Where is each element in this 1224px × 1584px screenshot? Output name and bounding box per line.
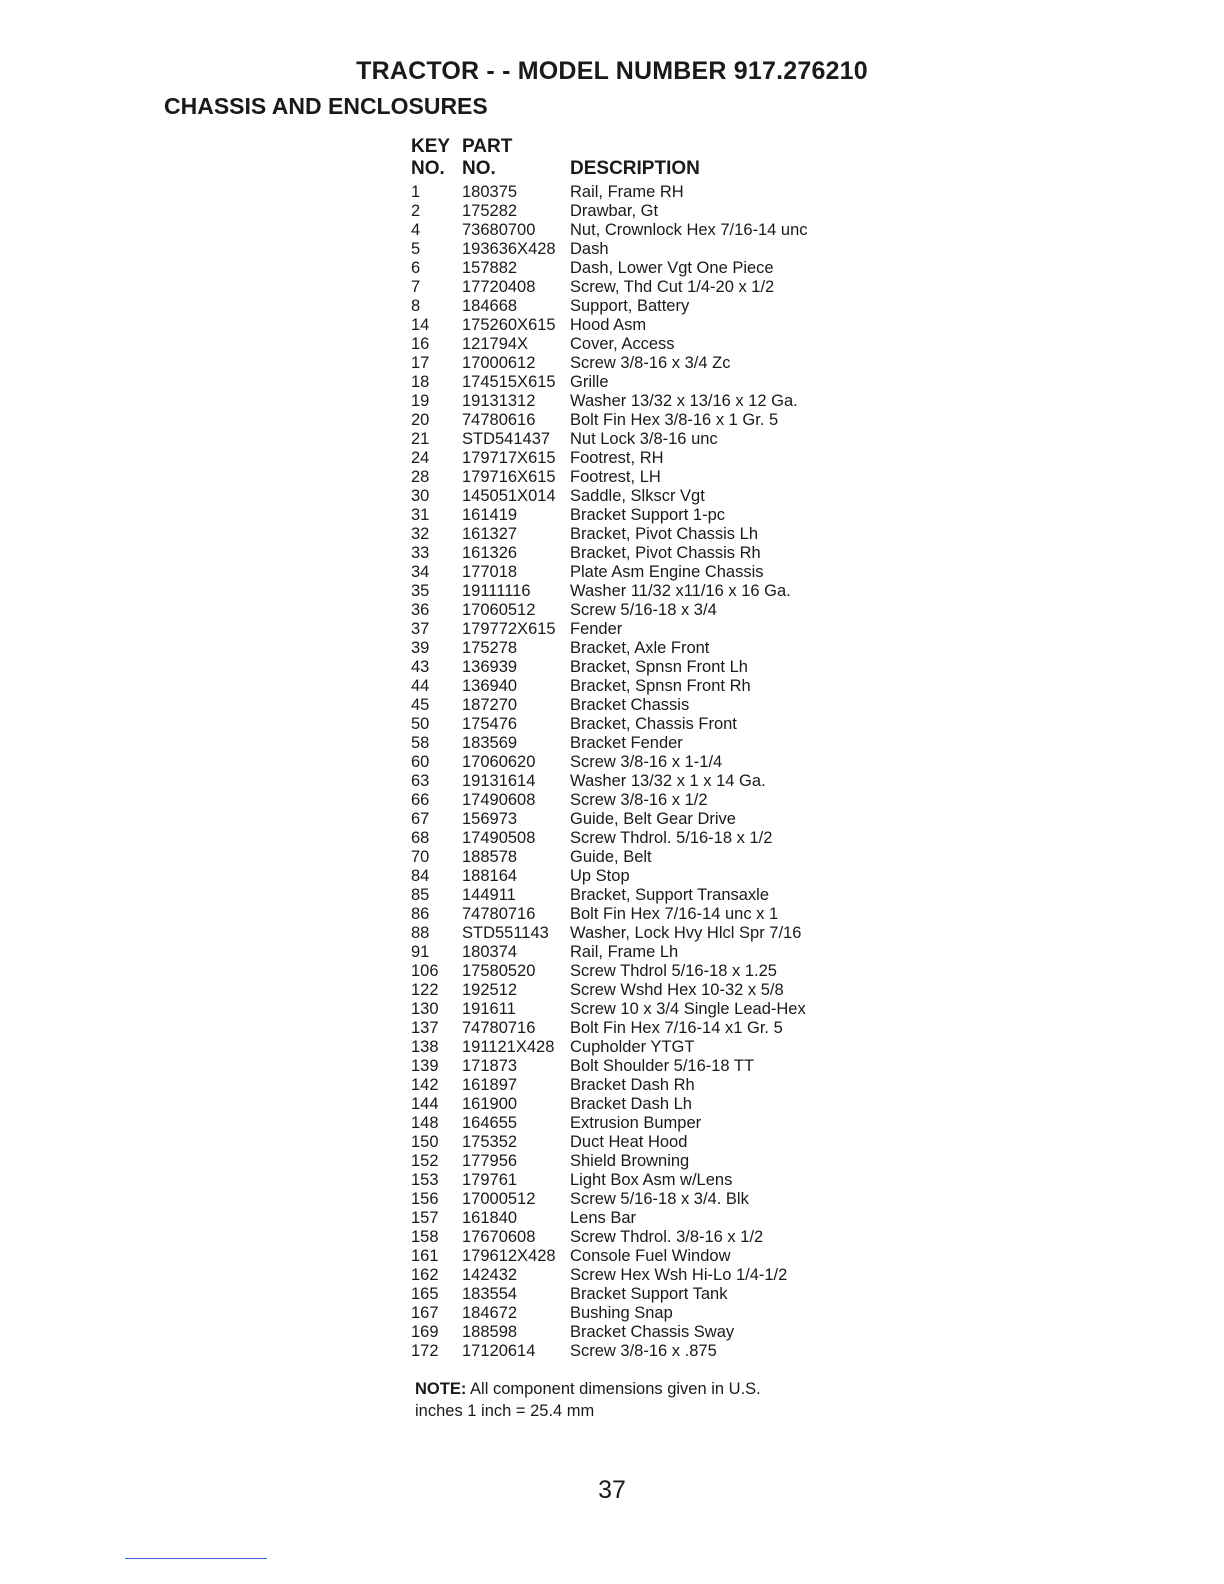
parts-row — [411, 354, 808, 373]
part-number: 144911 — [462, 886, 516, 904]
key-number: 43 — [411, 658, 430, 676]
part-number: 17490608 — [462, 791, 536, 809]
parts-row — [411, 658, 808, 677]
key-number: 66 — [411, 791, 430, 809]
part-number: 175352 — [462, 1133, 518, 1151]
part-number: 179761 — [462, 1171, 518, 1189]
part-number: 191611 — [462, 1000, 516, 1018]
parts-row — [411, 867, 808, 886]
part-description: Bolt Shoulder 5/16-18 TT — [570, 1057, 755, 1075]
key-number: 153 — [411, 1171, 439, 1189]
key-number: 18 — [411, 373, 430, 391]
key-number: 16 — [411, 335, 430, 353]
section-title: CHASSIS AND ENCLOSURES — [164, 93, 488, 119]
part-number: 17000612 — [462, 354, 536, 372]
part-description: Washer 13/32 x 13/16 x 12 Ga. — [570, 392, 798, 410]
part-number: 161897 — [462, 1076, 518, 1094]
part-description: Screw Wshd Hex 10-32 x 5/8 — [570, 981, 784, 999]
part-description: Bolt Fin Hex 7/16-14 unc x 1 — [570, 905, 779, 923]
parts-row — [411, 1076, 808, 1095]
part-description: Bracket, Pivot Chassis Rh — [570, 544, 761, 562]
parts-row — [411, 373, 808, 392]
part-number: 187270 — [462, 696, 518, 714]
part-description: Drawbar, Gt — [570, 202, 659, 220]
part-description: Washer, Lock Hvy Hlcl Spr 7/16 — [570, 924, 802, 942]
part-description: Screw Thdrol. 5/16-18 x 1/2 — [570, 829, 773, 847]
part-description: Shield Browning — [570, 1152, 690, 1170]
part-description: Screw, Thd Cut 1/4-20 x 1/2 — [570, 278, 775, 296]
key-number: 85 — [411, 886, 430, 904]
key-number: 1 — [411, 183, 421, 201]
page-title: TRACTOR - - MODEL NUMBER 917.276210 — [356, 57, 868, 85]
key-number: 33 — [411, 544, 430, 562]
key-number: 139 — [411, 1057, 439, 1075]
key-number: 4 — [411, 221, 421, 239]
part-description: Bolt Fin Hex 7/16-14 x1 Gr. 5 — [570, 1019, 783, 1037]
parts-row — [411, 544, 808, 563]
key-number: 130 — [411, 1000, 439, 1018]
parts-row — [411, 1342, 808, 1361]
parts-row — [411, 639, 808, 658]
key-number: 142 — [411, 1076, 439, 1094]
parts-row — [411, 411, 808, 430]
key-number: 144 — [411, 1095, 439, 1113]
part-number: 19131312 — [462, 392, 536, 410]
part-number: 184668 — [462, 297, 518, 315]
key-number: 148 — [411, 1114, 439, 1132]
note-line-1: All component dimensions given in U.S. — [470, 1380, 761, 1398]
parts-row — [411, 430, 808, 449]
parts-row — [411, 791, 808, 810]
part-number: 157882 — [462, 259, 518, 277]
parts-row — [411, 810, 808, 829]
parts-row — [411, 183, 808, 202]
parts-rows — [411, 183, 808, 1361]
part-description: Screw 3/8-16 x .875 — [570, 1342, 717, 1360]
key-number: 44 — [411, 677, 430, 695]
key-number: 91 — [411, 943, 430, 961]
key-number: 137 — [411, 1019, 439, 1037]
part-number: 164655 — [462, 1114, 518, 1132]
key-number: 31 — [411, 506, 430, 524]
parts-row — [411, 886, 808, 905]
part-number: 161419 — [462, 506, 518, 524]
key-number: 161 — [411, 1247, 439, 1265]
part-number: 175476 — [462, 715, 518, 733]
part-description: Bracket Support Tank — [570, 1285, 728, 1303]
key-number: 156 — [411, 1190, 439, 1208]
parts-row — [411, 240, 808, 259]
key-number: 32 — [411, 525, 430, 543]
key-number: 35 — [411, 582, 430, 600]
note-line-2: inches 1 inch = 25.4 mm — [415, 1402, 595, 1420]
key-number: 24 — [411, 449, 430, 467]
part-number: 179612X428 — [462, 1247, 556, 1265]
key-number: 70 — [411, 848, 430, 866]
part-description: Dash — [570, 240, 609, 258]
key-number: 7 — [411, 278, 421, 296]
parts-row — [411, 563, 808, 582]
key-number: 150 — [411, 1133, 439, 1151]
part-description: Screw Thdrol 5/16-18 x 1.25 — [570, 962, 777, 980]
part-description: Lens Bar — [570, 1209, 637, 1227]
part-number: 19131614 — [462, 772, 536, 790]
parts-row — [411, 601, 808, 620]
part-number: 17720408 — [462, 278, 536, 296]
key-number: 2 — [411, 202, 421, 220]
part-description: Fender — [570, 620, 623, 638]
part-number: 161900 — [462, 1095, 518, 1113]
parts-row — [411, 734, 808, 753]
part-description: Grille — [570, 373, 609, 391]
part-description: Washer 11/32 x11/16 x 16 Ga. — [570, 582, 791, 600]
part-description: Rail, Frame Lh — [570, 943, 679, 961]
part-column-header-no: NO. — [462, 158, 496, 179]
part-description: Guide, Belt — [570, 848, 652, 866]
parts-row — [411, 1038, 808, 1057]
part-description: Washer 13/32 x 1 x 14 Ga. — [570, 772, 766, 790]
key-number: 152 — [411, 1152, 439, 1170]
parts-row — [411, 848, 808, 867]
key-number: 30 — [411, 487, 430, 505]
part-description: Bracket, Chassis Front — [570, 715, 737, 733]
part-description: Saddle, Slkscr Vgt — [570, 487, 705, 505]
key-number: 172 — [411, 1342, 439, 1360]
key-number: 21 — [411, 430, 430, 448]
part-number: 183554 — [462, 1285, 518, 1303]
part-number: 191121X428 — [462, 1038, 555, 1056]
part-description: Cupholder YTGT — [570, 1038, 695, 1056]
part-description: Console Fuel Window — [570, 1247, 731, 1265]
parts-row — [411, 905, 808, 924]
parts-row — [411, 677, 808, 696]
key-number: 14 — [411, 316, 430, 334]
parts-row — [411, 525, 808, 544]
key-number: 36 — [411, 601, 430, 619]
parts-row — [411, 506, 808, 525]
part-description: Support, Battery — [570, 297, 690, 315]
part-number: 74780716 — [462, 1019, 536, 1037]
part-number: 17000512 — [462, 1190, 536, 1208]
key-number: 45 — [411, 696, 430, 714]
parts-row — [411, 1323, 808, 1342]
part-description: Cover, Access — [570, 335, 675, 353]
parts-row — [411, 487, 808, 506]
part-number: 17060512 — [462, 601, 536, 619]
part-number: STD551143 — [462, 924, 549, 942]
part-description: Screw Thdrol. 3/8-16 x 1/2 — [570, 1228, 764, 1246]
key-number: 86 — [411, 905, 430, 923]
key-number: 167 — [411, 1304, 439, 1322]
part-description: Duct Heat Hood — [570, 1133, 688, 1151]
part-description: Hood Asm — [570, 316, 647, 334]
key-column-header: KEY — [411, 136, 451, 157]
part-description: Plate Asm Engine Chassis — [570, 563, 764, 581]
key-number: 34 — [411, 563, 430, 581]
parts-row — [411, 259, 808, 278]
part-description: Screw 5/16-18 x 3/4 — [570, 601, 717, 619]
parts-row — [411, 1190, 808, 1209]
part-description: Bracket Chassis — [570, 696, 690, 714]
part-number: 17670608 — [462, 1228, 536, 1246]
key-number: 165 — [411, 1285, 439, 1303]
key-number: 60 — [411, 753, 430, 771]
key-number: 5 — [411, 240, 421, 258]
key-number: 19 — [411, 392, 430, 410]
parts-row — [411, 753, 808, 772]
parts-row — [411, 297, 808, 316]
parts-row — [411, 468, 808, 487]
parts-row — [411, 582, 808, 601]
part-number: 177956 — [462, 1152, 518, 1170]
part-description: Screw 3/8-16 x 1/2 — [570, 791, 708, 809]
parts-row — [411, 1057, 808, 1076]
parts-row — [411, 981, 808, 1000]
parts-row — [411, 1285, 808, 1304]
part-description: Screw 10 x 3/4 Single Lead-Hex — [570, 1000, 806, 1018]
key-number: 63 — [411, 772, 430, 790]
part-number: 179716X615 — [462, 468, 556, 486]
part-number: 188598 — [462, 1323, 518, 1341]
part-number: 145051X014 — [462, 487, 556, 505]
part-number: 175260X615 — [462, 316, 556, 334]
part-number: STD541437 — [462, 430, 551, 448]
parts-row — [411, 1133, 808, 1152]
part-number: 177018 — [462, 563, 518, 581]
part-number: 156973 — [462, 810, 518, 828]
part-number: 179717X615 — [462, 449, 556, 467]
part-description: Bracket, Pivot Chassis Lh — [570, 525, 758, 543]
part-number: 175282 — [462, 202, 518, 220]
part-number: 193636X428 — [462, 240, 556, 258]
key-number: 84 — [411, 867, 430, 885]
note — [415, 1378, 761, 1422]
key-number: 157 — [411, 1209, 439, 1227]
part-description: Screw 3/8-16 x 3/4 Zc — [570, 354, 731, 372]
part-description: Bushing Snap — [570, 1304, 673, 1322]
key-number: 67 — [411, 810, 430, 828]
parts-row — [411, 620, 808, 639]
parts-row — [411, 696, 808, 715]
parts-row — [411, 962, 808, 981]
part-number: 17580520 — [462, 962, 536, 980]
page-number: 37 — [598, 1476, 626, 1504]
part-description: Up Stop — [570, 867, 630, 885]
parts-row — [411, 1247, 808, 1266]
key-number: 68 — [411, 829, 430, 847]
part-description: Bracket, Spnsn Front Rh — [570, 677, 751, 695]
part-number: 188578 — [462, 848, 518, 866]
part-number: 183569 — [462, 734, 518, 752]
part-number: 171873 — [462, 1057, 518, 1075]
parts-row — [411, 392, 808, 411]
part-number: 17490508 — [462, 829, 536, 847]
parts-header-top — [411, 136, 808, 158]
parts-list — [411, 136, 808, 1361]
parts-row — [411, 1209, 808, 1228]
parts-row — [411, 772, 808, 791]
part-description: Nut Lock 3/8-16 unc — [570, 430, 718, 448]
part-column-header: PART — [462, 136, 513, 157]
parts-row — [411, 335, 808, 354]
parts-row — [411, 1000, 808, 1019]
part-number: 192512 — [462, 981, 518, 999]
part-number: 136940 — [462, 677, 518, 695]
part-number: 161326 — [462, 544, 518, 562]
part-description: Guide, Belt Gear Drive — [570, 810, 736, 828]
part-number: 121794X — [462, 335, 529, 353]
parts-row — [411, 1266, 808, 1285]
part-description: Bracket Dash Lh — [570, 1095, 692, 1113]
key-number: 17 — [411, 354, 430, 372]
part-description: Footrest, RH — [570, 449, 664, 467]
part-description: Screw Hex Wsh Hi-Lo 1/4-1/2 — [570, 1266, 788, 1284]
key-number: 122 — [411, 981, 439, 999]
part-description: Nut, Crownlock Hex 7/16-14 unc — [570, 221, 808, 239]
part-number: 136939 — [462, 658, 518, 676]
parts-row — [411, 221, 808, 240]
part-description: Footrest, LH — [570, 468, 661, 486]
key-number: 6 — [411, 259, 421, 277]
part-description: Bolt Fin Hex 3/8-16 x 1 Gr. 5 — [570, 411, 779, 429]
note-label: NOTE: — [415, 1380, 467, 1398]
part-description: Bracket Fender — [570, 734, 683, 752]
part-number: 17060620 — [462, 753, 536, 771]
parts-row — [411, 1171, 808, 1190]
part-description: Bracket Dash Rh — [570, 1076, 695, 1094]
part-description: Rail, Frame RH — [570, 183, 684, 201]
parts-row — [411, 316, 808, 335]
part-number: 74780616 — [462, 411, 536, 429]
part-description: Bracket, Spnsn Front Lh — [570, 658, 748, 676]
description-column-header: DESCRIPTION — [570, 158, 700, 179]
parts-row — [411, 715, 808, 734]
parts-row — [411, 449, 808, 468]
part-number: 161840 — [462, 1209, 518, 1227]
parts-row — [411, 1019, 808, 1038]
part-description: Screw 5/16-18 x 3/4. Blk — [570, 1190, 749, 1208]
part-number: 73680700 — [462, 221, 536, 239]
parts-row — [411, 1228, 808, 1247]
part-number: 142432 — [462, 1266, 518, 1284]
part-number: 174515X615 — [462, 373, 556, 391]
parts-row — [411, 829, 808, 848]
parts-row — [411, 1114, 808, 1133]
part-number: 180375 — [462, 183, 518, 201]
part-description: Bracket, Axle Front — [570, 639, 710, 657]
part-number: 188164 — [462, 867, 518, 885]
key-number: 88 — [411, 924, 430, 942]
part-description: Screw 3/8-16 x 1-1/4 — [570, 753, 723, 771]
part-number: 180374 — [462, 943, 518, 961]
parts-row — [411, 924, 808, 943]
part-number: 17120614 — [462, 1342, 536, 1360]
part-description: Bracket Chassis Sway — [570, 1323, 735, 1341]
part-number: 184672 — [462, 1304, 518, 1322]
footer-rule — [125, 1558, 267, 1559]
key-number: 20 — [411, 411, 430, 429]
part-description: Bracket Support 1-pc — [570, 506, 725, 524]
part-description: Extrusion Bumper — [570, 1114, 702, 1132]
parts-row — [411, 278, 808, 297]
parts-row — [411, 1152, 808, 1171]
part-number: 74780716 — [462, 905, 536, 923]
key-number: 169 — [411, 1323, 439, 1341]
key-number: 158 — [411, 1228, 439, 1246]
key-number: 50 — [411, 715, 430, 733]
parts-header-bottom — [411, 158, 808, 181]
part-description: Light Box Asm w/Lens — [570, 1171, 733, 1189]
key-number: 37 — [411, 620, 430, 638]
key-number: 138 — [411, 1038, 439, 1056]
key-number: 28 — [411, 468, 430, 486]
key-number: 58 — [411, 734, 430, 752]
part-number: 161327 — [462, 525, 518, 543]
parts-row — [411, 943, 808, 962]
key-number: 162 — [411, 1266, 439, 1284]
key-column-header-no: NO. — [411, 158, 445, 179]
parts-row — [411, 1304, 808, 1323]
key-number: 8 — [411, 297, 421, 315]
part-number: 19111116 — [462, 582, 531, 600]
part-number: 175278 — [462, 639, 518, 657]
part-description: Bracket, Support Transaxle — [570, 886, 770, 904]
parts-row — [411, 1095, 808, 1114]
parts-row — [411, 202, 808, 221]
part-number: 179772X615 — [462, 620, 556, 638]
part-description: Dash, Lower Vgt One Piece — [570, 259, 774, 277]
key-number: 106 — [411, 962, 439, 980]
key-number: 39 — [411, 639, 430, 657]
